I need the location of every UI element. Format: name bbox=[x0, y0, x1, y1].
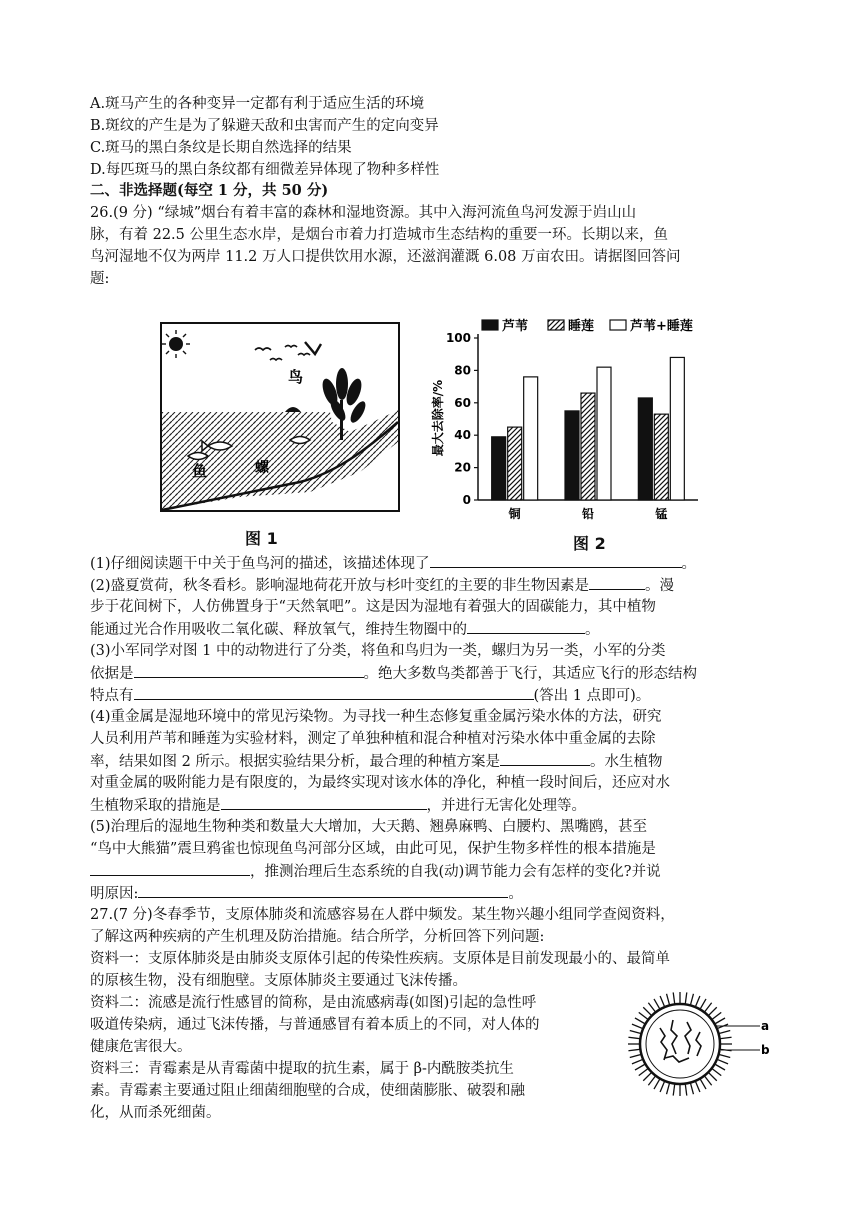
chart-bar bbox=[565, 411, 579, 500]
answer-blank[interactable] bbox=[430, 553, 682, 568]
virus-spike bbox=[639, 1012, 649, 1019]
chart-legend-swatch bbox=[548, 320, 564, 330]
virus-spike bbox=[685, 1084, 687, 1096]
q27-intro-2: 了解这两种疾病的产生机理及防治措施。结合所学，分析回答下列问题: bbox=[90, 929, 545, 945]
virus-spike bbox=[628, 1049, 640, 1051]
label-snail: 螺 bbox=[255, 460, 269, 476]
virus-spike bbox=[708, 1072, 716, 1080]
virus-spike bbox=[648, 1076, 655, 1086]
chart-y-axis-label: 最大去除率/% bbox=[431, 379, 445, 457]
virus-spike bbox=[704, 1076, 711, 1086]
q27-material3-c: 化，从而杀死细菌。 bbox=[90, 1105, 221, 1121]
chart-bar bbox=[670, 357, 684, 500]
virus-spike bbox=[639, 1068, 649, 1075]
virus-spike bbox=[654, 1079, 660, 1089]
chart-bar bbox=[581, 393, 595, 500]
q26-part4-a: (4)重金属是湿地环境中的常见污染物。为寻找一种生态修复重金属污染水体的方法，研究 bbox=[90, 709, 662, 725]
virus-spike bbox=[708, 1007, 716, 1015]
figure-2-caption: 图 2 bbox=[573, 534, 606, 553]
virus-spike bbox=[628, 1037, 640, 1039]
virus-spike bbox=[630, 1031, 642, 1034]
q26-part2-c: 能通过光合作用吸收二氧化碳、释放氧气，维持生物圈中的 。 bbox=[90, 619, 600, 640]
virus-spike bbox=[715, 1018, 725, 1024]
answer-blank[interactable] bbox=[467, 619, 585, 634]
answer-blank[interactable] bbox=[500, 751, 590, 766]
q26-intro-1: 26.(9 分) “绿城”烟台有着丰富的森林和湿地资源。其中入海河流鱼鸟河发源于岿山山 bbox=[90, 205, 637, 221]
virus-spike bbox=[667, 994, 670, 1006]
virus-spike bbox=[717, 1059, 728, 1064]
chart-y-tick-label: 100 bbox=[445, 331, 471, 345]
chart-y-tick-label: 20 bbox=[454, 460, 471, 475]
virus-spike bbox=[719, 1054, 731, 1057]
q26-part5-a: (5)治理后的湿地生物种类和数量大大增加，大天鹅、翘鼻麻鸭、白腰杓、黑嘴鸥，甚至 bbox=[90, 819, 648, 835]
chart-bar bbox=[638, 398, 652, 500]
q26-intro-2: 脉，有着 22.5 公里生态水岸，是烟台市着力打造城市生态结构的重要一环。长期以来，鱼 bbox=[90, 227, 668, 243]
virus-spike bbox=[643, 1007, 651, 1015]
chart-legend-label: 芦苇+睡莲 bbox=[630, 319, 693, 334]
q26-part4-c: 率，结果如图 2 所示。根据实验结果分析，最合理的种植方案是 。水生植物 bbox=[90, 751, 662, 772]
virus-spike bbox=[660, 1081, 665, 1092]
answer-blank[interactable] bbox=[589, 575, 645, 590]
chart-legend-label: 睡莲 bbox=[568, 319, 595, 334]
virus-spike bbox=[712, 1068, 722, 1075]
virus-label-b: b bbox=[761, 1043, 770, 1057]
chart-legend-swatch bbox=[482, 320, 498, 330]
q26-part4-b: 人员利用芦苇和睡莲为实验材料，测定了单独种植和混合种植对污染水体中重金属的去除 bbox=[90, 731, 656, 747]
label-fish: 鱼 bbox=[192, 462, 208, 480]
virus-spike bbox=[654, 999, 660, 1009]
virus-spike bbox=[695, 996, 700, 1007]
q27-material3-a: 资料三：青霉素是从青霉菌中提取的抗生素，属于 β-内酰胺类抗生 bbox=[90, 1061, 514, 1077]
q27-material2-c: 健康危害很大。 bbox=[90, 1039, 192, 1055]
virus-spike bbox=[660, 996, 665, 1007]
chart-bar bbox=[524, 377, 538, 500]
figure-2-bar-chart bbox=[420, 310, 720, 520]
q26-part2-b: 步于花间树下，人仿佛置身于“天然氧吧”。这是因为湿地有着强大的固碳能力，其中植物 bbox=[90, 599, 656, 615]
virus-spike bbox=[720, 1037, 732, 1039]
virus-spike bbox=[700, 1079, 706, 1089]
chart-category-label: 铜 bbox=[508, 507, 521, 520]
q26-intro-3: 鸟河湿地不仅为两岸 11.2 万人口提供饮用水源，还滋润灌溉 6.08 万亩农田。请据图回答问 bbox=[90, 249, 681, 265]
virus-spike bbox=[632, 1059, 643, 1064]
virus-spike bbox=[719, 1031, 731, 1034]
virus-spike bbox=[690, 994, 693, 1006]
chart-bar bbox=[597, 367, 611, 500]
chart-legend-label: 芦苇 bbox=[502, 319, 529, 334]
virus-label-a: a bbox=[761, 1019, 770, 1033]
influenza-virus-figure bbox=[615, 988, 775, 1100]
option-a: A.斑马产生的各种变异一定都有利于适应生活的环境 bbox=[90, 96, 425, 112]
q26-part4-e: 生植物采取的措施是 ，并进行无害化处理等。 bbox=[90, 795, 586, 816]
answer-blank[interactable] bbox=[138, 883, 508, 898]
q26-part3-a: (3)小军同学对图 1 中的动物进行了分类，将鱼和鸟归为一类，螺归为另一类，小军的分类 bbox=[90, 643, 666, 659]
virus-spike bbox=[715, 1064, 725, 1070]
figure-1-wetland bbox=[160, 322, 400, 512]
q26-part2-a: (2)盛夏赏荷，秋冬看杉。影响湿地荷花开放与杉叶变红的主要的非生物因素是 。漫 bbox=[90, 575, 674, 596]
chart-bar bbox=[508, 427, 522, 500]
q27-material2-a: 资料二：流感是流行性感冒的简称，是由流感病毒(如图)引起的急性呼 bbox=[90, 995, 537, 1011]
q26-part3-b: 依据是 。绝大多数鸟类都善于飞行，其适应飞行的形态结构 bbox=[90, 663, 697, 684]
section-title: 二、非选择题(每空 1 分，共 50 分) bbox=[90, 182, 329, 199]
virus-spike bbox=[648, 1003, 655, 1013]
virus-spike bbox=[700, 999, 706, 1009]
q27-intro-1: 27.(7 分)冬春季节，支原体肺炎和流感容易在人群中频发。某生物兴趣小组同学查阅资料， bbox=[90, 907, 675, 923]
q26-part1: (1)仔细阅读题干中关于鱼鸟河的描述，该描述体现了 。 bbox=[90, 553, 696, 574]
q26-part5-c: ，推测治理后生态系统的自我(动)调节能力会有怎样的变化?并说 bbox=[90, 861, 661, 882]
figure-1-caption: 图 1 bbox=[245, 529, 278, 548]
option-d: D.每匹斑马的黑白条纹都有细微差异体现了物种多样性 bbox=[90, 162, 440, 178]
virus-spike bbox=[632, 1024, 643, 1029]
chart-legend-swatch bbox=[610, 320, 626, 330]
virus-spike bbox=[643, 1072, 651, 1080]
chart-y-tick-label: 0 bbox=[462, 493, 471, 507]
virus-spike bbox=[673, 1084, 675, 1096]
answer-blank[interactable] bbox=[134, 663, 364, 678]
answer-blank[interactable] bbox=[221, 795, 427, 810]
q26-part5-b: “鸟中大熊猫”震旦鸦雀也惊现鱼鸟河部分区域，由此可见，保护生物多样性的根本措施是 bbox=[90, 841, 656, 857]
chart-bar bbox=[492, 437, 506, 500]
chart-category-label: 铅 bbox=[581, 507, 595, 520]
q27-material2-b: 吸道传染病，通过飞沫传播，与普通感冒有着本质上的不同，对人体的 bbox=[90, 1017, 540, 1033]
option-c: C.斑马的黑白条纹是长期自然选择的结果 bbox=[90, 140, 352, 156]
virus-spike bbox=[712, 1012, 722, 1019]
virus-spike bbox=[704, 1003, 711, 1013]
virus-spike bbox=[685, 992, 687, 1004]
q26-part3-c: 特点有 (答出 1 点即可)。 bbox=[90, 685, 650, 706]
answer-blank[interactable] bbox=[90, 861, 250, 876]
q26-part4-d: 对重金属的吸附能力是有限度的，为最终实现对该水体的净化，种植一段时间后，还应对水 bbox=[90, 775, 670, 791]
virus-spike bbox=[630, 1054, 642, 1057]
q26-intro-4: 题: bbox=[90, 271, 110, 287]
virus-spike bbox=[667, 1083, 670, 1095]
answer-blank[interactable] bbox=[134, 685, 534, 700]
virus-spike bbox=[635, 1064, 645, 1070]
chart-y-tick-label: 80 bbox=[454, 363, 471, 378]
chart-y-tick-label: 60 bbox=[454, 395, 471, 410]
chart-bar bbox=[654, 414, 668, 500]
option-b: B.斑纹的产生是为了躲避天敌和虫害而产生的定向变异 bbox=[90, 118, 439, 134]
q26-part5-d: 明原因: 。 bbox=[90, 883, 523, 904]
q27-material1-b: 的原核生物，没有细胞壁。支原体肺炎主要通过飞沫传播。 bbox=[90, 973, 467, 989]
virus-spike bbox=[695, 1081, 700, 1092]
q27-material3-b: 素。青霉素主要通过阻止细菌细胞壁的合成，使细菌膨胀、破裂和融 bbox=[90, 1083, 525, 1099]
chart-category-label: 锰 bbox=[655, 507, 668, 520]
virus-spike bbox=[635, 1018, 645, 1024]
q27-material1-a: 资料一：支原体肺炎是由肺炎支原体引起的传染性疾病。支原体是目前发现最小的、最简单 bbox=[90, 951, 670, 967]
chart-y-tick-label: 40 bbox=[454, 428, 471, 443]
virus-spike bbox=[673, 992, 675, 1004]
label-bird: 鸟 bbox=[288, 368, 304, 386]
virus-spike bbox=[690, 1083, 693, 1095]
